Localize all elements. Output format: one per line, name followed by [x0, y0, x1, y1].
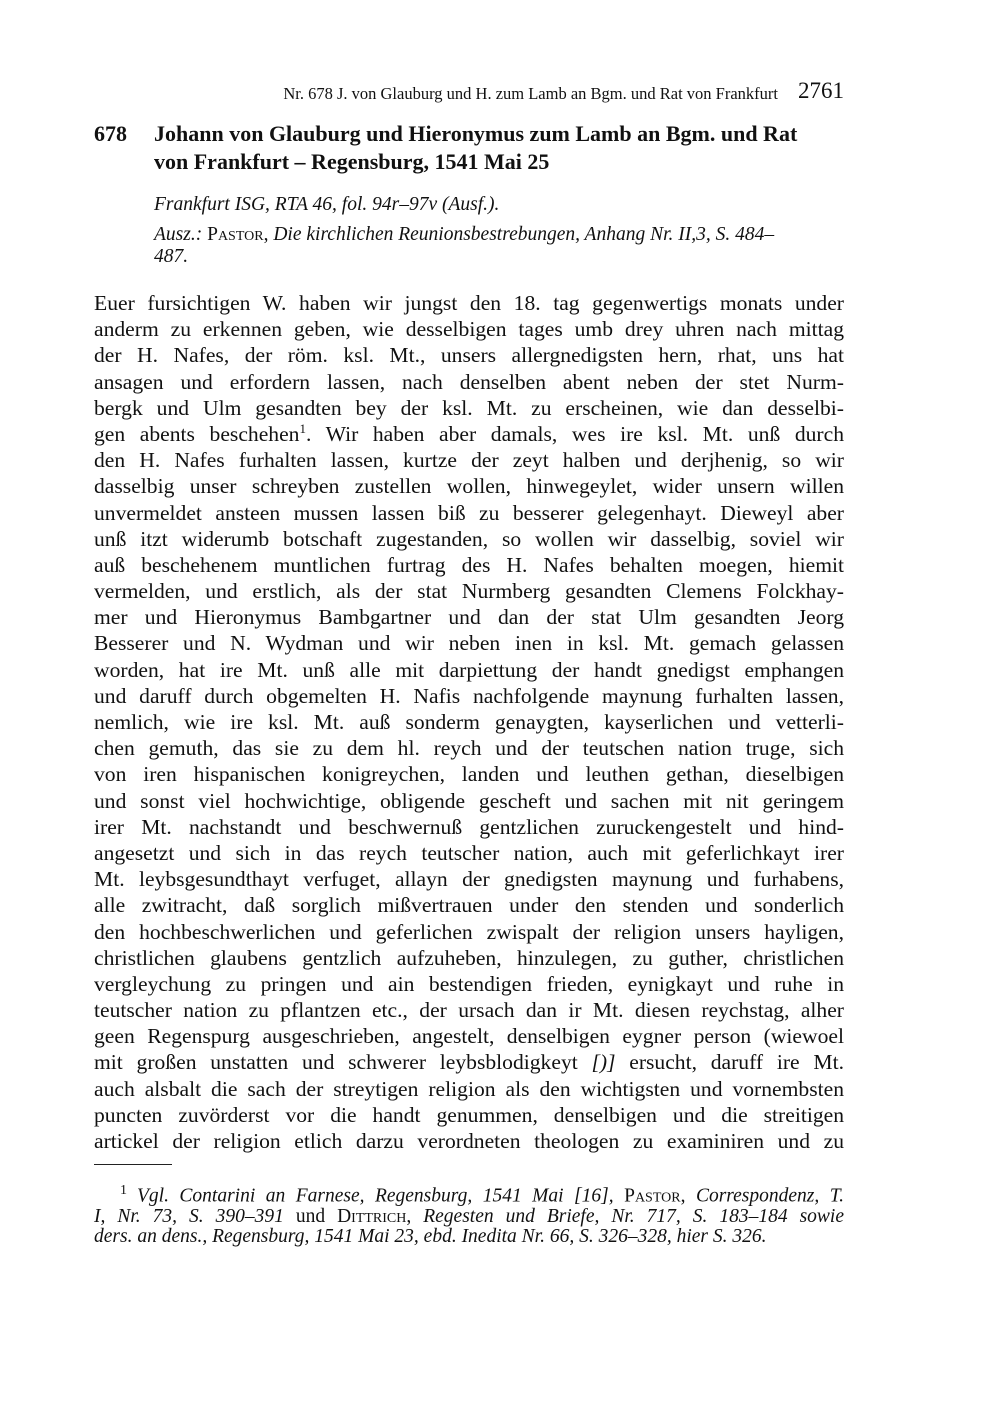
document-title-line-1: Johann von Glauburg und Hieronymus zum Lamb an Bgm. und Rat	[154, 121, 798, 146]
running-title: Nr. 678 J. von Glauburg und H. zum Lamb an Bgm. und Rat von Frankfurt	[283, 84, 778, 103]
footnote-text: I, Nr. 73, S. 390–391	[94, 1205, 284, 1227]
body-line: der H. Nafes, der röm. ksl. Mt., unsers allergnedigsten hern, rhat, uns hat	[94, 343, 844, 368]
footnote-line-2	[94, 1207, 844, 1227]
body-line: und sonst viel hochwichtige, obligende gescheft und sachen mit nit geringem	[94, 788, 844, 813]
body-line-with-footnote	[94, 421, 844, 447]
body-line: unß itzt widerumb botschaft zugestanden, so wollen wir dasselbig, soviel wir	[94, 526, 844, 551]
body-line: auß beschehenem muntlichen furtrag des H. Nafes behalten moegen, hiemit	[94, 552, 844, 577]
body-line-with-editorial-mark	[94, 1049, 844, 1075]
body-line: und daruff durch obgemelten H. Nafis nachfolgende maynung furhalten lassen,	[94, 683, 844, 708]
body-line: worden, hat ire Mt. unß alle mit darpiettung der handt gnedigst emphangen	[94, 657, 844, 682]
body-line: anderm zu erkennen geben, wie desselbigen tages umb drey uhren nach mittag	[94, 317, 844, 342]
body-line: Besserer und N. Wydman und wir neben inen in ksl. Mt. gemach gelassen	[94, 631, 844, 656]
body-line: von iren hispanischen konigreychen, landen und leuthen gethan, dieselbigen	[94, 762, 844, 787]
body-line: mer und Hieronymus Bambgartner und dan der stat Ulm gesandten Jeorg	[94, 605, 844, 630]
body-line: vermelden, und erstlich, als der stat Nurmberg gesandten Clemens Folckhay-	[94, 579, 844, 604]
document-title-line-2: von Frankfurt – Regensburg, 1541 Mai 25	[154, 149, 550, 174]
excerpt-author: Pastor,	[207, 224, 269, 245]
footnote-text: Vgl. Contarini an Farnese, Regensburg, 1541 Mai [16],	[137, 1185, 614, 1207]
footnote-author: Dittrich,	[337, 1205, 412, 1227]
document-number: 678	[94, 121, 127, 146]
footnote-author: Pastor,	[624, 1185, 686, 1207]
letter-body	[94, 290, 844, 1154]
body-line-segment: gen abents beschehen	[94, 421, 300, 446]
body-line: angesetzt und sich in das reych teutscher nation, auch mit geferlichkayt irer	[94, 840, 844, 865]
source-references	[154, 194, 844, 276]
body-line: geen Regenspurg ausgeschrieben, angestelt, denselbigen eygner person (wiewoel	[94, 1024, 844, 1049]
document-heading	[94, 120, 844, 176]
body-line: christlichen glaubens gentzlich aufzuheben, hinzulegen, zu guther, christlichen	[94, 945, 844, 970]
excerpt-title: Die kirchlichen Reunionsbestrebungen, Anhang Nr. II,3, S. 484–	[273, 224, 775, 245]
body-line-segment: ersucht, daruff ire Mt.	[615, 1050, 844, 1075]
body-line: bergk und Ulm gesandten bey der ksl. Mt. zu erscheinen, wie dan desselbi-	[94, 395, 844, 420]
excerpt-source	[154, 224, 844, 268]
body-line-segment: mit großen unstatten und schwerer leybsblodigkeyt	[94, 1050, 578, 1075]
footnote	[94, 1181, 844, 1247]
body-line: auch alsbalt die sach der streytigen religion als den wichtigsten und vornembsten	[94, 1076, 844, 1101]
excerpt-label: Ausz.:	[154, 224, 203, 245]
body-line: unvermeldet ansteen mussen lassen biß zu besserer gelegenhayt. Dieweyl aber	[94, 500, 844, 525]
body-line: ansagen und erfordern lassen, nach denselben abent neben der stet Nurm-	[94, 369, 844, 394]
body-line-segment: . Wir haben aber damals, wes ire ksl. Mt. unß durch	[305, 421, 844, 446]
running-header	[94, 78, 844, 108]
body-line: vergleychung zu pringen und ain bestendigen frieden, eynigkayt und ruhe in	[94, 971, 844, 996]
footnote-line-1	[94, 1181, 844, 1207]
footnote-divider	[94, 1164, 172, 1165]
body-line: nemlich, wie ire ksl. Mt. auß sonderm genaygten, kayserlichen und vetterli-	[94, 710, 844, 734]
footnote-conjunction: und	[295, 1205, 326, 1227]
excerpt-pages: 487.	[154, 246, 189, 267]
body-line: irer Mt. nachstandt und beschwernuß gentzlichen zuruckengestelt und hind-	[94, 814, 844, 839]
body-line: dasselbig unser schreyben zustellen wollen, hinwegeylet, wider unsern willen	[94, 474, 844, 499]
body-line: chen gemuth, das sie zu dem hl. reych und der teutschen nation truge, sich	[94, 736, 844, 761]
body-line: den H. Nafes furhalten lassen, kurtze der zeyt halben und derjhenig, so wir	[94, 448, 844, 473]
body-line: artickel der religion etlich darzu verordneten theologen zu examiniren und zu	[94, 1129, 844, 1153]
body-line: den hochbeschwerlichen und geferlichen zwispalt der religion unsers hayligen,	[94, 919, 844, 944]
body-line: alle zwitracht, daß sorglich mißvertrauen under den stenden und sonderlich	[94, 893, 844, 918]
footnote-line-3: ders. an dens., Regensburg, 1541 Mai 23, ebd. Inedita Nr. 66, S. 326–328, hier S. 326.	[94, 1225, 767, 1247]
footnote-text: Correspondenz, T.	[695, 1185, 844, 1207]
page-number: 2761	[798, 78, 844, 103]
footnote-marker: 1	[120, 1183, 127, 1198]
footnote-text: Regesten und Briefe, Nr. 717, S. 183–184 sowie	[423, 1205, 844, 1227]
body-line: teutscher nation zu pflantzen etc., der ursach dan ir Mt. diesen reychstag, alher	[94, 998, 844, 1023]
footnote-reference[interactable]: 1	[299, 420, 306, 436]
editorial-insertion: [)]	[591, 1050, 616, 1075]
body-line: Euer fursichtigen W. haben wir jungst den 18. tag gegenwertigs monats under	[94, 291, 844, 315]
archive-source: Frankfurt ISG, RTA 46, fol. 94r–97v (Ausf.).	[154, 194, 500, 215]
body-line: puncten zuvörderst vor die handt genummen, denselbigen und die streitigen	[94, 1102, 844, 1127]
body-line: Mt. leybsgesundthayt verfuget, allayn der gnedigsten maynung und furhabens,	[94, 867, 844, 892]
